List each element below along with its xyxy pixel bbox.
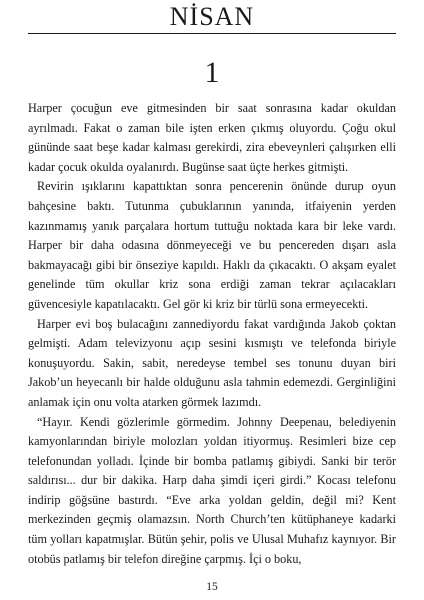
header-rule [28,33,396,34]
paragraph-4: “Hayır. Kendi gözlerimle görmedim. Johnny Deepenau, belediyenin kamyonlarından biriyle molozları yoldan itiyormuş. Resimleri bize cep telefonundan yolladı. İçinde bir bomba patlamış gibiydi. Sanki bir terör saldırısı... dur bir dakika. Harp daha şimdi içeri girdi.” Kocası telefonu indirip göğsüne bastırdı. “Eve arka yoldan geldin, değil mi? Kent merkezinden geçmiş olamazsın. North Church’ten kütüphaneye kadarki tüm yolları kapatmışlar. Bütün şehir, polis ve Ulusal Muhafız kaynıyor. Bir otobüs patlamış bir telefon direğine çarpmış. İçi o boku, [28,414,396,566]
paragraph-3: Harper evi boş bulacağını zannediyordu fakat vardığında Jakob çoktan gelmişti. Adam televizyonu açıp sesini kısmıştı ve telefonda biriyle konuşuyordu. Sakin, sabit, neredeyse tembel ses tonunu duyan biri Jakob’un heyecanlı bir halde olduğunu asla tahmin edemezdi. Gerginliğini anlamak için onu volta atarken görmek lazımdı. [28,316,396,409]
paragraph-2: Revirin ışıklarını kapattıktan sonra pencerenin önünde durup oyun bahçesine baktı. Tutunma çubuklarının yanında, itfaiyenin yerden kazınmamış yanık parçalara hortum tuttuğu noktada kara bir leke vardı. Harper bir daha odasına dönmeyeceği ve bu pencereden dışarı asla bakmayacağı gibi bir önseziye kapıldı. Haklı da çıkacaktı. O akşam eyalet genelinde tüm okullar kriz sona erdiği zaman tekrar açılacakları güvencesiyle kapatılacaktı. Gel gör ki kriz bir türlü sona ermeyecekti. [28,179,396,311]
body-text [28,99,396,569]
paragraph-1: Harper çocuğun eve gitmesinden bir saat sonrasına kadar okuldan ayrılmadı. Fakat o zaman bile işten erken çıkmış oluyordu. Çoğu okul gününde saat beşe kadar kalması gerekirdi, zira ebeveynleri çalışırken elli kadar çocuk okulda oyalanırdı. Bugünse saat üçte herkes gitmişti. [28,101,396,174]
page-number: 15 [206,581,218,593]
chapter-number: 1 [204,56,220,89]
running-head-title: NİSAN [169,2,255,31]
